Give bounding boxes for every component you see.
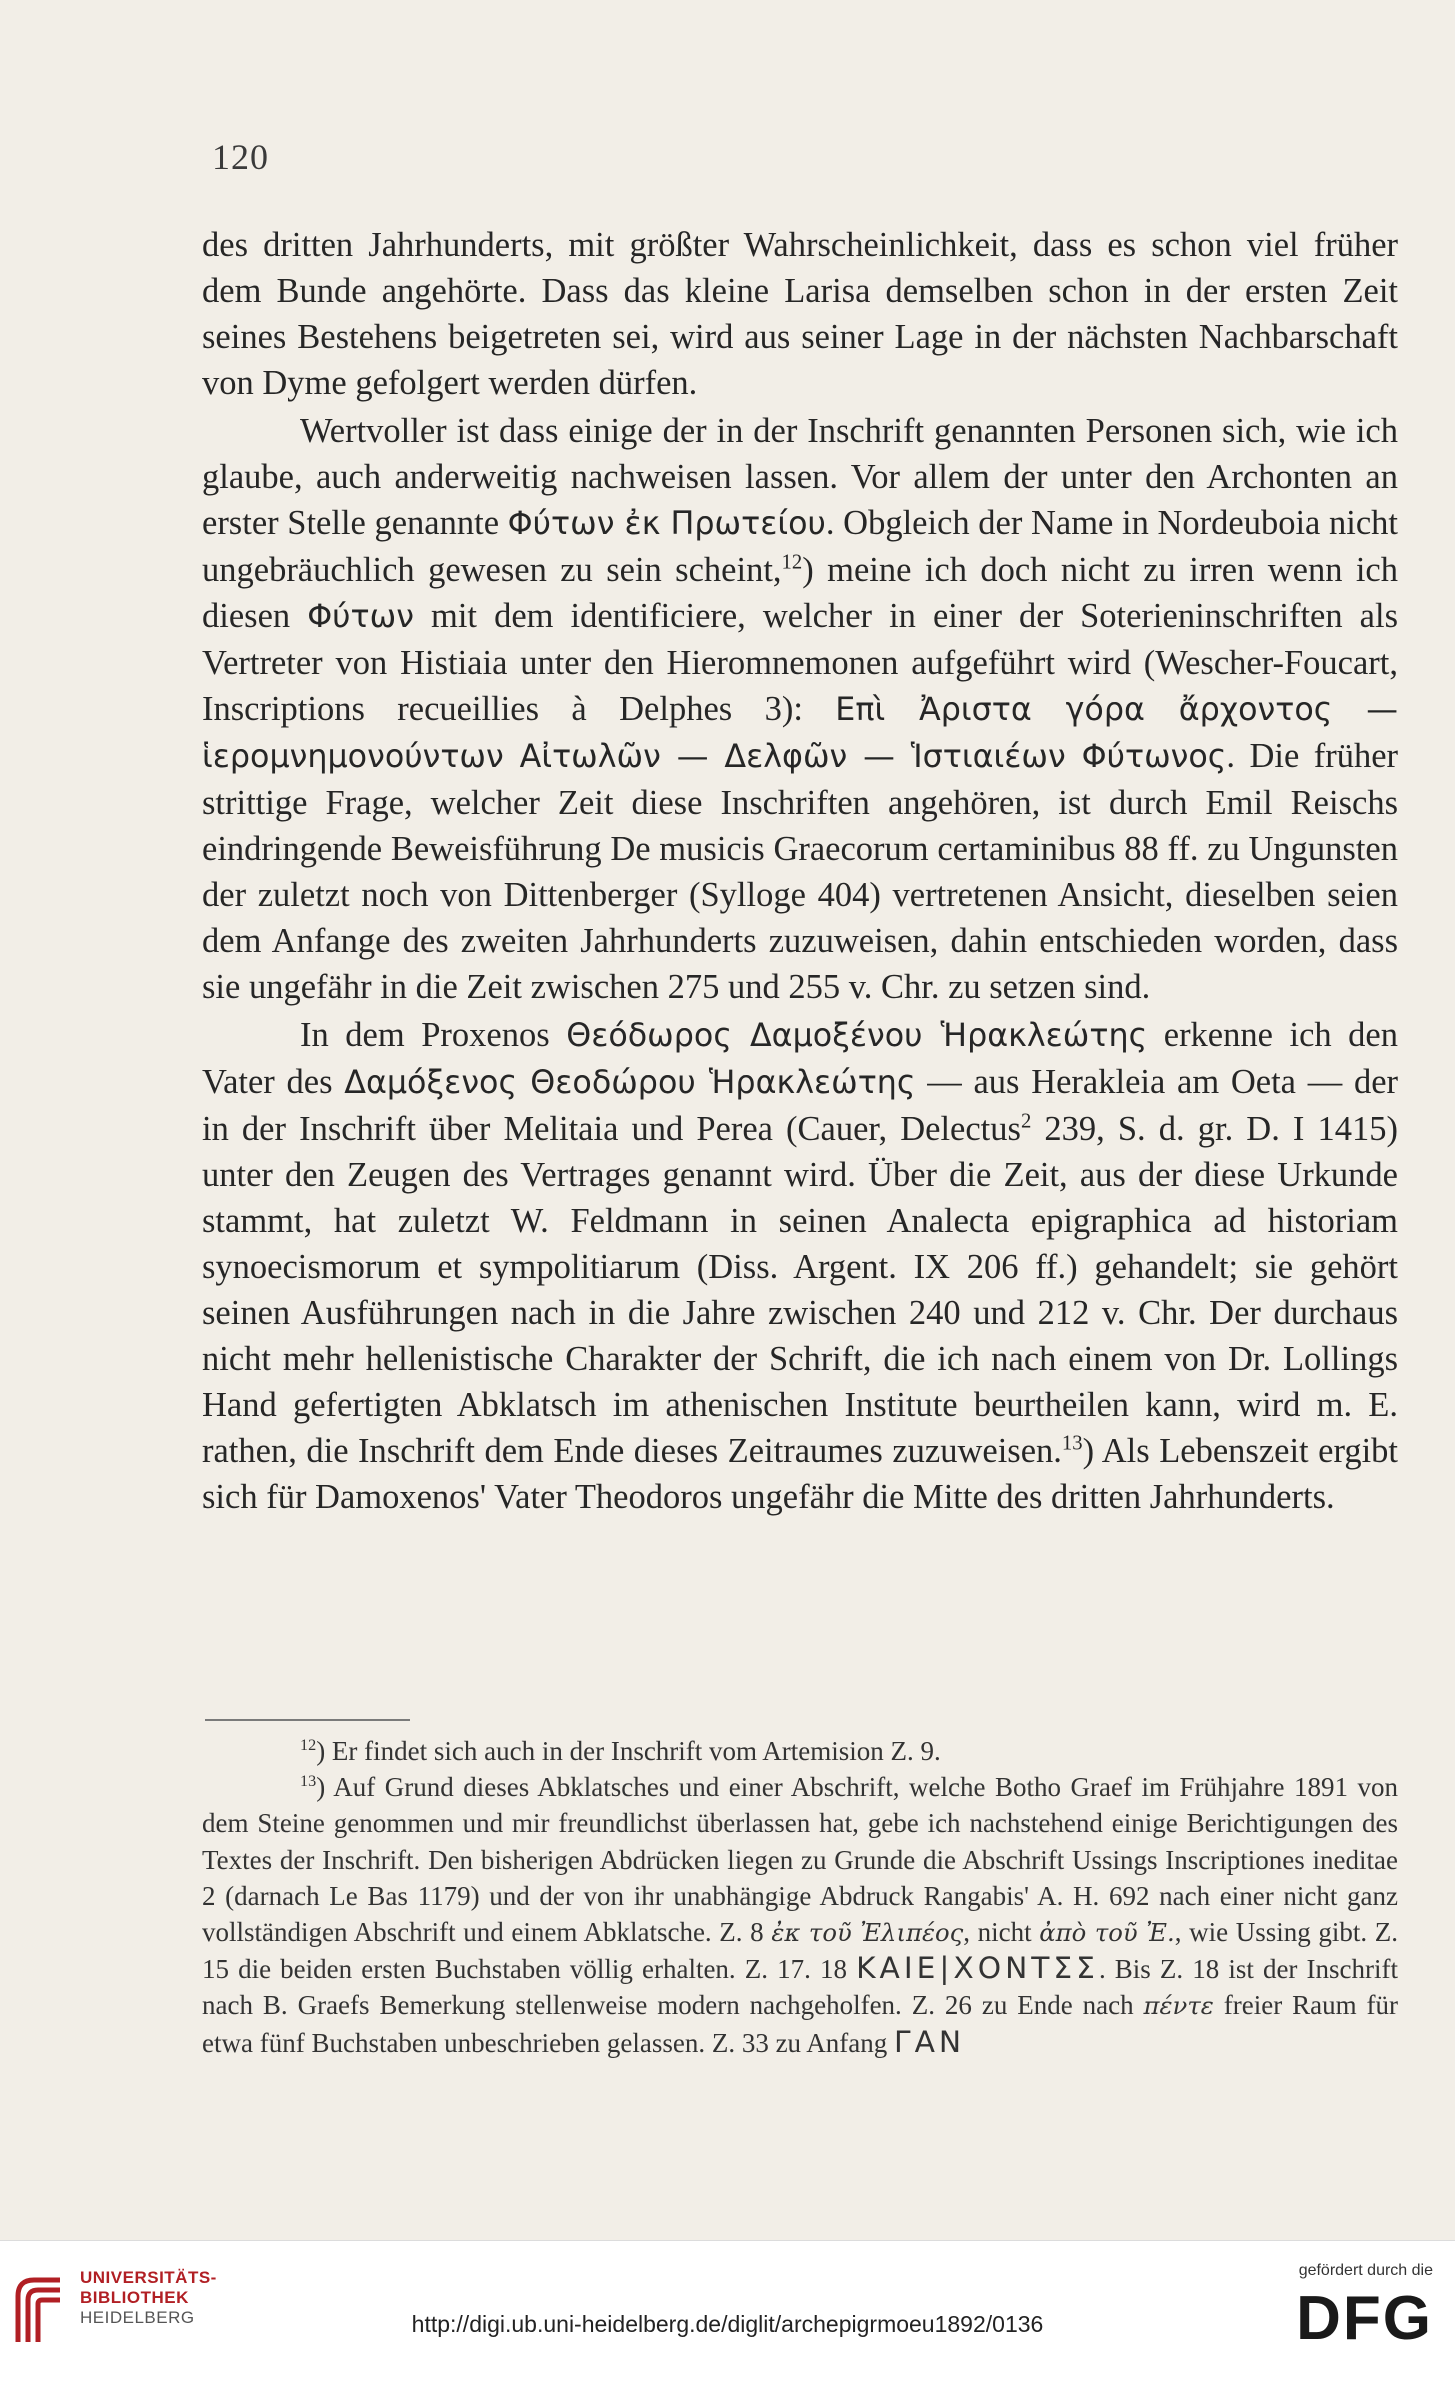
paragraph	[202, 1012, 1398, 1520]
text-run: ) meine ich doch nicht zu irren wenn ich diesen	[202, 551, 1398, 635]
text-run: mit dem identificiere, welcher in einer der Soterieninschriften als Vertreter von Histiaia unter den Hieromnemonen aufgeführt wird (Wescher-Foucart, Inscriptions recueillies à Delphes 3):	[202, 597, 1399, 728]
library-logo-icon	[12, 2270, 72, 2350]
library-name-line: UNIVERSITÄTS-	[80, 2268, 217, 2287]
footnote	[202, 1769, 1398, 2061]
inscription-letters: ΓΑΝ	[894, 2024, 966, 2060]
paragraph	[202, 222, 1398, 406]
text-run: . Bis Z. 18 ist der Inschrift nach B. Graefs Bemerkung stellenweise modern nachgeholfen. Z. 26 zu Ende nach	[202, 1954, 1398, 2021]
permalink-url[interactable]: http://digi.ub.uni-heidelberg.de/diglit/archepigrmoeu1892/0136	[411, 2311, 1044, 2337]
footnote	[202, 1733, 1398, 1769]
greek-text: Θεόδωρος Δαμοξένου Ἡρακλεώτης	[566, 1018, 1148, 1054]
text-run: , wie Ussing gibt. Z. 15 die beiden ersten Buchstaben völlig erhalten. Z. 17. 18	[202, 1917, 1398, 1985]
text-run: Wertvoller ist dass einige der in der Inschrift genannten Personen sich, wie ich glaube, auch anderweitig nachweisen lassen. Vor allem der unter den Archonten an erster Stelle genannte	[202, 412, 1398, 542]
greek-italic-text: ἀπὸ τοῦ Ἐ.	[1039, 1918, 1175, 1948]
greek-text: Φύτων ἐκ Πρωτείου	[507, 506, 826, 542]
footnote-ref: 13	[300, 1772, 317, 1791]
text-run: ) Auf Grund dieses Abklatsches und einer Abschrift, welche Botho Graef im Frühjahre 1891 von dem Steine genommen und mir freundlichst überlassen hat, gebe ich nachstehend einige Berichtigungen des Textes der Inschrift. Den bisherigen Abdrücken liegen zu Grunde die Abschrift Ussings Inscriptiones ineditae 2 (darnach Le Bas 1179) und der von ihr unabhängige Abdruck Rangabis' A. H. 692 nach einer nicht ganz vollständigen Abschrift und einem Abklatsche. Z. 8	[202, 1772, 1398, 1948]
greek-italic-text: ἐκ τοῦ Ἐλιπέος	[771, 1918, 964, 1948]
text-run: In dem Proxenos	[300, 1016, 567, 1054]
paragraph	[202, 408, 1398, 1010]
text-run: erkenne ich den Vater des	[202, 1016, 1398, 1101]
greek-text: Επὶ Ἀριστα γόρα ἄρχοντος — ἱερομνημονούντων Αἰτωλῶν — Δελφῶν — Ἱστιαιέων Φύτωνος	[202, 692, 1399, 775]
greek-text: Δαμόξενος Θεοδώρου Ἡρακλεώτης	[344, 1065, 916, 1101]
footnote-ref: 12	[781, 551, 803, 574]
footnote-ref: 2	[1020, 1110, 1032, 1133]
text-run: — aus Herakleia am Oeta — der in der Inschrift über Melitaia und Perea (Cauer, Delectus	[202, 1063, 1398, 1148]
funded-by-label: gefördert durch die	[1298, 2262, 1433, 2279]
footnotes	[202, 1733, 1398, 2061]
page-number: 120	[212, 137, 269, 177]
library-name-line: HEIDELBERG	[80, 2308, 195, 2327]
greek-text: Φύτων	[307, 599, 414, 635]
body-text	[202, 222, 1398, 1520]
footnote-divider	[205, 1719, 410, 1721]
text-run: freier Raum für etwa fünf Buchstaben unbeschrieben gelassen. Z. 33 zu Anfang	[202, 1990, 1399, 2058]
text-run: , nicht	[963, 1917, 1040, 1948]
text-run: ) Er findet sich auch in der Inschrift vom Artemision Z. 9.	[316, 1736, 941, 1766]
text-run: des dritten Jahrhunderts, mit größter Wahrscheinlichkeit, dass es schon viel früher dem Bunde angehörte. Dass das kleine Larisa demselben schon in der ersten Zeit seines Bestehens beigetreten sei, wird aus seiner Lage in der nächsten Nachbarschaft von Dyme gefolgert werden dürfen.	[202, 226, 1398, 402]
text-run: 239, S. d. gr. D. I 1415) unter den Zeugen des Vertrages genannt wird. Über die Zeit, aus der diese Urkunde stammt, hat zuletzt W. Feldmann in seinen Analecta epigraphica ad historiam synoecismorum et sympolitiarum (Diss. Argent. IX 206 ff.) gehandelt; sie gehört seinen Ausführungen nach in die Jahre zwischen 240 und 212 v. Chr. Der durchaus nicht mehr hellenistische Charakter der Schrift, die ich nach einem von Dr. Lollings Hand gefertigten Abklatsch im athenischen Institute beurtheilen kann, wird m. E. rathen, die Inschrift dem Ende dieses Zeitraumes zuzuweisen.	[202, 1110, 1398, 1470]
greek-italic-text: πέντε	[1143, 1991, 1214, 2021]
dfg-logo[interactable]: DFG	[1296, 2284, 1433, 2353]
footnote-ref: 13	[1061, 1432, 1083, 1455]
footnote-ref: 12	[300, 1736, 317, 1754]
library-name-line: BIBLIOTHEK	[80, 2288, 189, 2307]
text-run: . Obgleich der Name in Nordeuboia nicht ungebräuchlich gewesen zu sein scheint,	[202, 504, 1398, 589]
text-run: ) Als Lebenszeit ergibt sich für Damoxenos' Vater Theodoros ungefähr die Mitte des dritten Jahrhunderts.	[202, 1432, 1398, 1516]
inscription-letters: ΚΑΙΕ|ΧΟΝΤΣΣ	[856, 1951, 1099, 1987]
text-run: . Die früher strittige Frage, welcher Zeit diese Inschriften angehören, ist durch Emil Reischs eindringende Beweisführung De musicis Graecorum certaminibus 88 ff. zu Ungunsten der zuletzt noch von Dittenberger (Sylloge 404) vertretenen Ansicht, dieselben seien dem Anfange des zweiten Jahrhunderts zuzuweisen, dahin entschieden worden, dass sie ungefähr in die Zeit zwischen 275 und 255 v. Chr. zu setzen sind.	[202, 737, 1398, 1006]
